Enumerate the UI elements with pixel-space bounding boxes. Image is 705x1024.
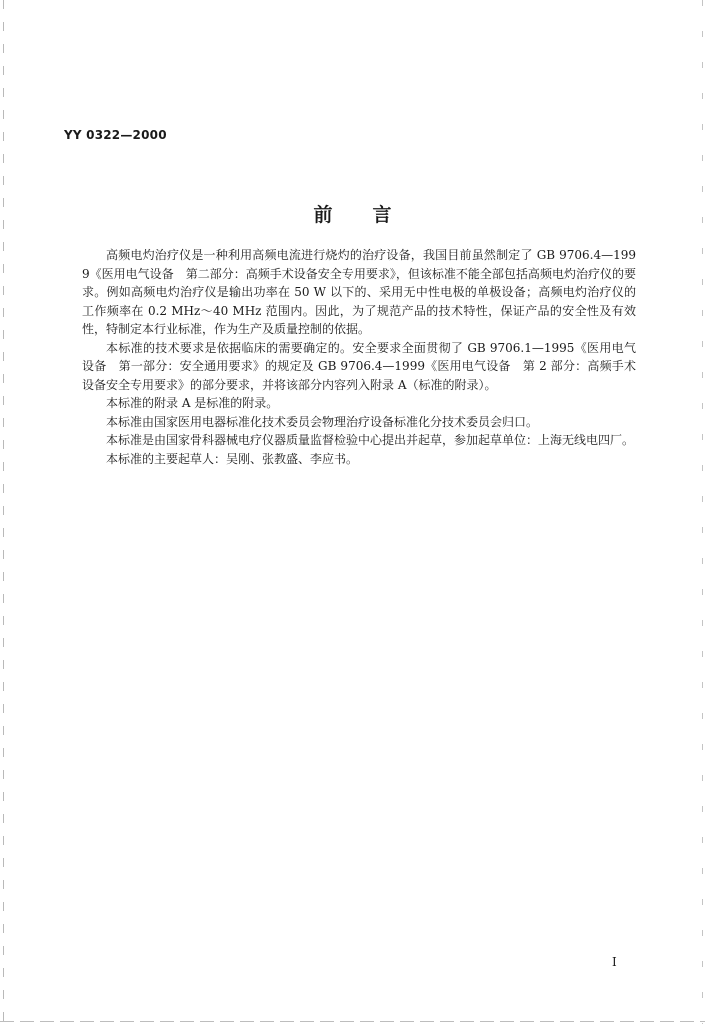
paragraph-appendix: 本标准的附录 A 是标准的附录。	[106, 396, 279, 410]
scan-edge-bottom	[0, 1021, 705, 1022]
paragraph-background: 高频电灼治疗仪是一种利用高频电流进行烧灼的治疗设备，我国目前虽然制定了 GB 9706.4—1999《医用电气设备 第二部分：高频手术设备安全专用要求》，但该标准不能全部包括高频电灼治疗仪的要求。例如高频电灼治疗仪是输出功率在 50 W 以下的、采用无中性电极的单极设备；高频电灼治疗仪的工作频率在 0.2 MHz～40 MHz 范围内。因此，为了规范产品的技术特性，保证产品的安全性及有效性，特制定本行业标准，作为生产及质量控制的依据。	[82, 248, 636, 336]
paragraph-drafting-unit: 本标准是由国家骨科器械电疗仪器质量监督检验中心提出并起草，参加起草单位：上海无线电四厂。	[106, 433, 635, 447]
scan-edge-left	[3, 0, 4, 1024]
page-title: 前言	[313, 204, 432, 226]
scan-edge-right	[702, 0, 703, 1024]
paragraph-committee: 本标准由国家医用电器标准化技术委员会物理治疗设备标准化分技术委员会归口。	[106, 414, 539, 429]
page-number: I	[612, 955, 617, 969]
paragraph-drafters: 本标准的主要起草人：吴刚、张教盛、李应书。	[106, 451, 359, 466]
foreword-body	[82, 246, 636, 468]
document-code: YY 0322—2000	[64, 128, 167, 142]
paragraph-requirements: 本标准的技术要求是依据临床的需要确定的。安全要求全面贯彻了 GB 9706.1—1995《医用电气设备 第一部分：安全通用要求》的规定及 GB 9706.4—1999《医用电气设备 第 2 部分：高频手术设备安全专用要求》的部分要求，并将该部分内容列入附录 A（标准的附录）。	[82, 340, 636, 392]
